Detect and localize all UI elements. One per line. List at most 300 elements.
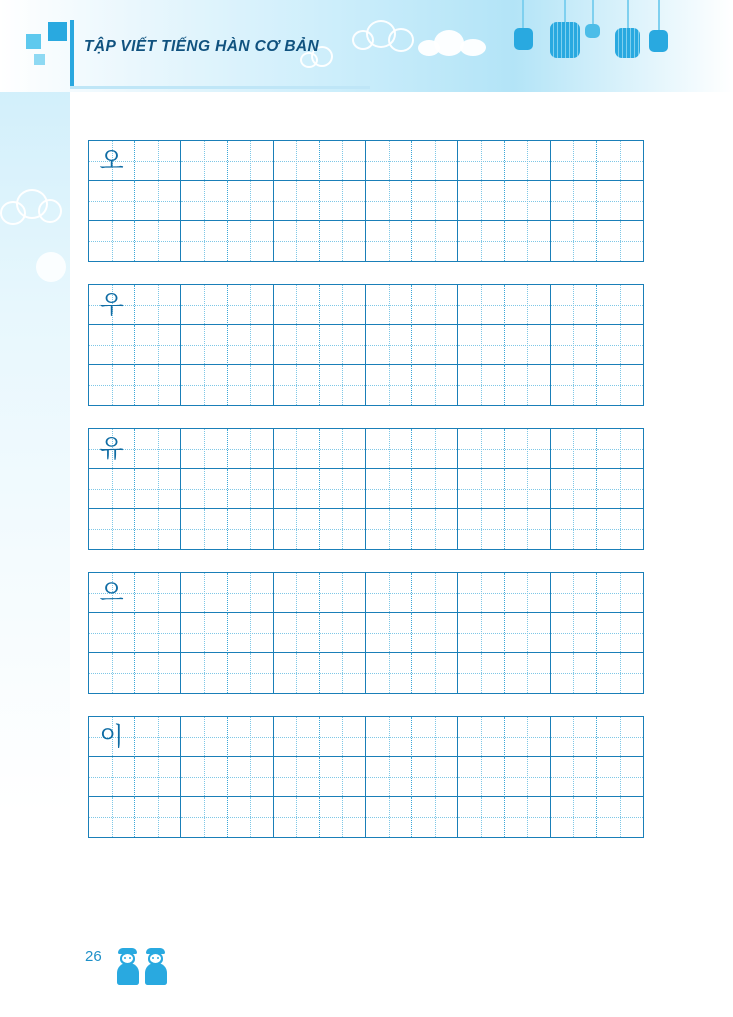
practice-cell xyxy=(228,653,274,693)
practice-cell xyxy=(181,653,227,693)
cell-guide-horizontal xyxy=(366,305,411,306)
practice-cell xyxy=(366,653,412,693)
practice-cell xyxy=(366,509,412,549)
practice-cell xyxy=(89,181,135,221)
practice-cell xyxy=(458,653,504,693)
cell-guide-horizontal xyxy=(412,777,457,778)
practice-cell xyxy=(181,181,227,221)
practice-cell xyxy=(274,181,320,221)
cloud-icon xyxy=(418,30,488,56)
practice-cell xyxy=(597,509,643,549)
practice-cell xyxy=(366,573,412,613)
cell-guide-horizontal xyxy=(135,673,180,674)
cell-guide-horizontal xyxy=(412,529,457,530)
practice-cell xyxy=(274,325,320,365)
practice-cell xyxy=(320,797,366,837)
practice-cell xyxy=(505,613,551,653)
cell-guide-horizontal xyxy=(597,777,643,778)
cell-guide-horizontal xyxy=(181,633,226,634)
practice-cell xyxy=(597,181,643,221)
cell-guide-horizontal xyxy=(228,817,273,818)
practice-cell xyxy=(597,573,643,613)
cell-guide-horizontal xyxy=(228,449,273,450)
cell-guide-horizontal xyxy=(412,449,457,450)
cell-guide-horizontal xyxy=(505,161,550,162)
practice-cell xyxy=(320,141,366,181)
practice-cell xyxy=(228,429,274,469)
cell-guide-horizontal xyxy=(412,673,457,674)
practice-cell xyxy=(320,325,366,365)
cell-guide-horizontal xyxy=(551,385,596,386)
practice-cell xyxy=(597,221,643,261)
practice-cell xyxy=(366,429,412,469)
practice-cell xyxy=(135,509,181,549)
cell-guide-horizontal xyxy=(274,449,319,450)
cell-guide-horizontal xyxy=(597,593,643,594)
lantern-icon xyxy=(512,0,682,70)
cell-guide-horizontal xyxy=(274,161,319,162)
practice-cell xyxy=(551,509,597,549)
cell-guide-horizontal xyxy=(551,161,596,162)
cell-guide-horizontal xyxy=(274,489,319,490)
cell-guide-horizontal xyxy=(228,529,273,530)
practice-cell xyxy=(181,573,227,613)
practice-cell xyxy=(320,365,366,405)
practice-cell xyxy=(228,221,274,261)
practice-cell xyxy=(181,469,227,509)
practice-cell xyxy=(274,365,320,405)
practice-cell xyxy=(505,221,551,261)
practice-cell xyxy=(181,141,227,181)
practice-cell xyxy=(412,653,458,693)
cell-guide-horizontal xyxy=(320,633,365,634)
cell-guide-horizontal xyxy=(366,633,411,634)
practice-cell xyxy=(274,757,320,797)
practice-cell xyxy=(458,141,504,181)
cell-guide-horizontal xyxy=(320,449,365,450)
practice-cell xyxy=(458,797,504,837)
cell-guide-horizontal xyxy=(320,673,365,674)
cell-guide-horizontal xyxy=(597,449,643,450)
cell-guide-horizontal xyxy=(320,593,365,594)
cell-guide-horizontal xyxy=(274,345,319,346)
cell-guide-horizontal xyxy=(181,737,226,738)
practice-cell xyxy=(458,221,504,261)
header-vertical-rule xyxy=(70,20,74,86)
cell-guide-horizontal xyxy=(89,345,134,346)
cell-guide-horizontal xyxy=(551,737,596,738)
practice-cell xyxy=(181,365,227,405)
cell-guide-horizontal xyxy=(551,633,596,634)
cell-guide-horizontal xyxy=(135,345,180,346)
practice-cell xyxy=(228,573,274,613)
cell-guide-horizontal xyxy=(320,529,365,530)
practice-cell xyxy=(274,221,320,261)
cell-guide-horizontal xyxy=(228,633,273,634)
practice-sheet xyxy=(88,140,644,860)
cell-guide-horizontal xyxy=(412,305,457,306)
cell-guide-horizontal xyxy=(274,385,319,386)
practice-cell xyxy=(597,613,643,653)
cell-guide-horizontal xyxy=(274,201,319,202)
practice-cell xyxy=(274,653,320,693)
cell-guide-horizontal xyxy=(458,817,503,818)
cell-guide-horizontal xyxy=(320,489,365,490)
cell-guide-horizontal xyxy=(89,673,134,674)
practice-cell xyxy=(181,429,227,469)
practice-cell xyxy=(597,717,643,757)
cell-guide-horizontal xyxy=(551,489,596,490)
practice-cell xyxy=(551,325,597,365)
practice-cell xyxy=(181,325,227,365)
practice-cell xyxy=(412,221,458,261)
cell-guide-horizontal xyxy=(366,449,411,450)
cell-guide-horizontal xyxy=(412,201,457,202)
cell-guide-horizontal xyxy=(458,529,503,530)
cell-guide-horizontal xyxy=(458,241,503,242)
cell-guide-horizontal xyxy=(458,201,503,202)
page-header xyxy=(0,0,733,92)
practice-cell xyxy=(89,797,135,837)
cell-guide-horizontal xyxy=(274,241,319,242)
practice-cell xyxy=(320,221,366,261)
practice-cell xyxy=(458,613,504,653)
cell-guide-horizontal xyxy=(89,777,134,778)
practice-cell xyxy=(597,365,643,405)
practice-cell xyxy=(89,509,135,549)
practice-cell xyxy=(320,757,366,797)
cell-guide-horizontal xyxy=(412,817,457,818)
practice-cell xyxy=(366,757,412,797)
cell-guide-horizontal xyxy=(366,817,411,818)
cell-guide-horizontal xyxy=(320,201,365,202)
cell-guide-horizontal xyxy=(458,345,503,346)
cell-guide-horizontal xyxy=(551,241,596,242)
practice-cell xyxy=(551,221,597,261)
cell-guide-horizontal xyxy=(597,385,643,386)
practice-cell xyxy=(228,757,274,797)
practice-cell xyxy=(458,429,504,469)
practice-cell xyxy=(135,797,181,837)
practice-cell xyxy=(551,365,597,405)
practice-cell xyxy=(551,429,597,469)
practice-cell xyxy=(228,509,274,549)
cell-guide-horizontal xyxy=(135,489,180,490)
cell-guide-horizontal xyxy=(458,673,503,674)
cell-guide-horizontal xyxy=(366,593,411,594)
cell-guide-horizontal xyxy=(228,305,273,306)
practice-cell xyxy=(551,141,597,181)
cell-guide-horizontal xyxy=(505,201,550,202)
practice-cell xyxy=(228,181,274,221)
cell-guide-horizontal xyxy=(505,241,550,242)
cloud-icon xyxy=(0,185,62,241)
cell-guide-horizontal xyxy=(412,593,457,594)
cell-guide-horizontal xyxy=(320,737,365,738)
cell-guide-horizontal xyxy=(135,241,180,242)
practice-cell xyxy=(228,717,274,757)
practice-cell xyxy=(366,717,412,757)
practice-cell xyxy=(505,469,551,509)
cell-guide-horizontal xyxy=(597,529,643,530)
practice-block-i xyxy=(88,716,644,838)
practice-cell xyxy=(320,429,366,469)
practice-cell xyxy=(89,141,135,181)
practice-cell xyxy=(135,365,181,405)
practice-cell xyxy=(181,285,227,325)
cell-guide-horizontal xyxy=(181,777,226,778)
practice-cell xyxy=(505,797,551,837)
cell-guide-horizontal xyxy=(458,633,503,634)
practice-cell xyxy=(228,325,274,365)
cell-guide-horizontal xyxy=(181,449,226,450)
cell-guide-horizontal xyxy=(366,161,411,162)
practice-cell xyxy=(551,613,597,653)
cell-guide-horizontal xyxy=(135,633,180,634)
practice-cell xyxy=(597,653,643,693)
practice-cell xyxy=(274,573,320,613)
cell-guide-horizontal xyxy=(458,489,503,490)
practice-cell xyxy=(181,221,227,261)
practice-cell xyxy=(505,717,551,757)
practice-cell xyxy=(505,365,551,405)
cell-guide-horizontal xyxy=(505,737,550,738)
practice-block-o xyxy=(88,140,644,262)
cell-guide-horizontal xyxy=(505,385,550,386)
practice-cell xyxy=(228,469,274,509)
practice-cell xyxy=(505,653,551,693)
cell-guide-horizontal xyxy=(505,345,550,346)
practice-cell xyxy=(366,285,412,325)
practice-cell xyxy=(89,365,135,405)
practice-cell xyxy=(228,285,274,325)
model-glyph: 오 xyxy=(99,146,124,175)
practice-cell xyxy=(320,717,366,757)
cell-guide-horizontal xyxy=(366,201,411,202)
page-title: TẬP VIẾT TIẾNG HÀN CƠ BẢN xyxy=(84,38,320,55)
practice-block-eu xyxy=(88,572,644,694)
practice-cell xyxy=(135,325,181,365)
cell-guide-horizontal xyxy=(274,737,319,738)
cell-guide-horizontal xyxy=(458,305,503,306)
cloud-dot-icon xyxy=(36,252,66,282)
cell-guide-horizontal xyxy=(181,305,226,306)
practice-cell xyxy=(551,573,597,613)
cloud-icon xyxy=(352,18,416,48)
practice-cell xyxy=(181,613,227,653)
cell-guide-horizontal xyxy=(274,817,319,818)
cell-guide-horizontal xyxy=(505,817,550,818)
cell-guide-horizontal xyxy=(412,737,457,738)
model-glyph: 유 xyxy=(99,434,124,463)
cell-guide-horizontal xyxy=(320,241,365,242)
cell-guide-horizontal xyxy=(551,817,596,818)
practice-cell xyxy=(412,717,458,757)
cell-guide-horizontal xyxy=(505,449,550,450)
model-glyph: 으 xyxy=(99,578,124,607)
practice-cell xyxy=(135,285,181,325)
practice-cell xyxy=(551,797,597,837)
cell-guide-horizontal xyxy=(274,633,319,634)
practice-cell xyxy=(320,181,366,221)
practice-cell xyxy=(458,717,504,757)
cell-guide-horizontal xyxy=(412,345,457,346)
cell-guide-horizontal xyxy=(366,737,411,738)
cell-guide-horizontal xyxy=(412,161,457,162)
cell-guide-horizontal xyxy=(228,385,273,386)
practice-cell xyxy=(551,181,597,221)
cell-guide-horizontal xyxy=(89,529,134,530)
cell-guide-horizontal xyxy=(228,737,273,738)
practice-cell xyxy=(458,509,504,549)
cell-guide-horizontal xyxy=(135,737,180,738)
practice-cell xyxy=(320,653,366,693)
practice-cell xyxy=(181,509,227,549)
cell-guide-horizontal xyxy=(597,737,643,738)
practice-cell xyxy=(135,757,181,797)
cell-guide-horizontal xyxy=(551,345,596,346)
practice-cell xyxy=(505,573,551,613)
cell-guide-horizontal xyxy=(366,241,411,242)
cell-guide-horizontal xyxy=(320,345,365,346)
practice-cell xyxy=(89,573,135,613)
cell-guide-horizontal xyxy=(228,489,273,490)
cell-guide-horizontal xyxy=(597,241,643,242)
cell-guide-horizontal xyxy=(505,673,550,674)
cell-guide-horizontal xyxy=(412,633,457,634)
practice-cell xyxy=(412,285,458,325)
practice-cell xyxy=(181,757,227,797)
practice-cell xyxy=(505,429,551,469)
practice-cell xyxy=(505,141,551,181)
practice-cell xyxy=(181,717,227,757)
model-glyph: 이 xyxy=(99,722,124,751)
cell-guide-horizontal xyxy=(135,385,180,386)
practice-cell xyxy=(320,285,366,325)
practice-cell xyxy=(320,469,366,509)
practice-cell xyxy=(412,573,458,613)
cell-guide-horizontal xyxy=(458,737,503,738)
cell-guide-horizontal xyxy=(597,305,643,306)
practice-cell xyxy=(412,757,458,797)
practice-cell xyxy=(135,141,181,181)
practice-cell xyxy=(458,365,504,405)
practice-cell xyxy=(89,325,135,365)
cell-guide-horizontal xyxy=(89,241,134,242)
cell-guide-horizontal xyxy=(181,345,226,346)
practice-cell xyxy=(89,757,135,797)
cell-guide-horizontal xyxy=(551,529,596,530)
practice-cell xyxy=(551,717,597,757)
cell-guide-horizontal xyxy=(597,817,643,818)
cell-guide-horizontal xyxy=(551,593,596,594)
practice-cell xyxy=(228,141,274,181)
practice-cell xyxy=(89,613,135,653)
cell-guide-horizontal xyxy=(181,385,226,386)
practice-cell xyxy=(458,181,504,221)
cell-guide-horizontal xyxy=(458,449,503,450)
practice-cell xyxy=(412,797,458,837)
cell-guide-horizontal xyxy=(597,201,643,202)
cell-guide-horizontal xyxy=(89,385,134,386)
cell-guide-horizontal xyxy=(551,449,596,450)
practice-cell xyxy=(135,429,181,469)
cell-guide-horizontal xyxy=(505,593,550,594)
cell-guide-horizontal xyxy=(228,345,273,346)
practice-cell xyxy=(505,181,551,221)
model-glyph: 우 xyxy=(99,290,124,319)
practice-cell xyxy=(274,141,320,181)
page-number: 26 xyxy=(85,948,102,965)
practice-cell xyxy=(89,717,135,757)
practice-cell xyxy=(366,469,412,509)
practice-cell xyxy=(458,573,504,613)
practice-cell xyxy=(135,181,181,221)
practice-cell xyxy=(320,613,366,653)
practice-cell xyxy=(412,429,458,469)
cell-guide-horizontal xyxy=(228,241,273,242)
cell-guide-horizontal xyxy=(412,241,457,242)
practice-cell xyxy=(505,325,551,365)
header-horizontal-rule xyxy=(70,86,370,89)
practice-cell xyxy=(274,717,320,757)
practice-cell xyxy=(135,221,181,261)
cell-guide-horizontal xyxy=(274,593,319,594)
cell-guide-horizontal xyxy=(366,673,411,674)
practice-cell xyxy=(597,325,643,365)
practice-cell xyxy=(412,141,458,181)
practice-cell xyxy=(89,429,135,469)
practice-cell xyxy=(597,757,643,797)
cell-guide-horizontal xyxy=(89,489,134,490)
cell-guide-horizontal xyxy=(366,385,411,386)
practice-cell xyxy=(274,429,320,469)
practice-cell xyxy=(412,613,458,653)
cell-guide-horizontal xyxy=(505,305,550,306)
cell-guide-horizontal xyxy=(228,777,273,778)
practice-cell xyxy=(551,285,597,325)
practice-cell xyxy=(135,613,181,653)
practice-cell xyxy=(597,141,643,181)
cell-guide-horizontal xyxy=(597,633,643,634)
cell-guide-horizontal xyxy=(181,201,226,202)
practice-cell xyxy=(505,757,551,797)
cell-guide-horizontal xyxy=(458,161,503,162)
practice-block-yu xyxy=(88,428,644,550)
practice-cell xyxy=(135,653,181,693)
cell-guide-horizontal xyxy=(412,489,457,490)
cell-guide-horizontal xyxy=(135,529,180,530)
cell-guide-horizontal xyxy=(135,305,180,306)
practice-cell xyxy=(274,469,320,509)
practice-cell xyxy=(366,325,412,365)
practice-cell xyxy=(366,221,412,261)
practice-cell xyxy=(135,717,181,757)
cell-guide-horizontal xyxy=(89,817,134,818)
cell-guide-horizontal xyxy=(135,201,180,202)
cell-guide-horizontal xyxy=(135,593,180,594)
practice-cell xyxy=(366,613,412,653)
practice-cell xyxy=(597,469,643,509)
practice-cell xyxy=(551,757,597,797)
cell-guide-horizontal xyxy=(135,161,180,162)
practice-cell xyxy=(412,365,458,405)
cell-guide-horizontal xyxy=(228,673,273,674)
practice-cell xyxy=(505,285,551,325)
cell-guide-horizontal xyxy=(366,489,411,490)
cell-guide-horizontal xyxy=(320,161,365,162)
practice-cell xyxy=(89,285,135,325)
